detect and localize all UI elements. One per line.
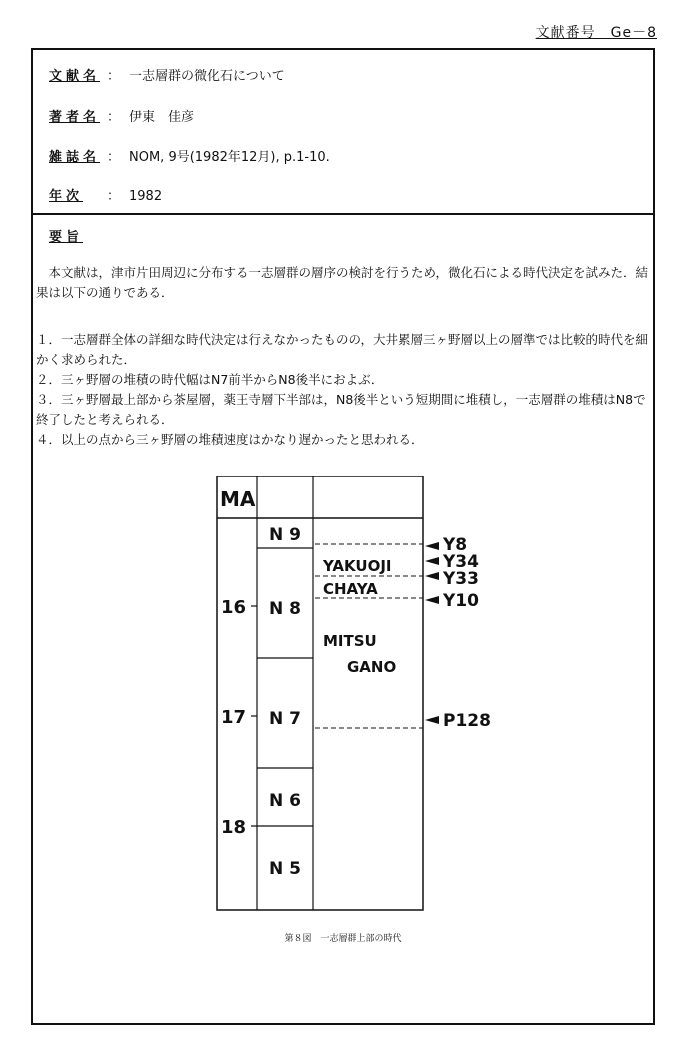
figure-caption: 第８図 一志層群上部の時代 xyxy=(284,934,402,944)
summary-intro-text: 本文献は，津市片田周辺に分布する一志層群の層序の検討を行うため，微化石による時代決定を試みた．結果は以下の通りである． xyxy=(36,265,649,300)
formation-chaya: CHAYA xyxy=(323,580,378,598)
zone-n8: N 8 xyxy=(269,599,301,619)
meta-author-label: 著者名 xyxy=(49,110,101,125)
document-frame xyxy=(31,48,655,1025)
figure-header-ma: MA xyxy=(220,487,256,511)
sample-y34: Y34 xyxy=(443,552,479,572)
sample-y10: Y10 xyxy=(443,591,479,611)
zone-n5: N 5 xyxy=(269,859,301,879)
age-label-18: 18 xyxy=(221,817,247,838)
meta-author-value: 伊東 佳彦 xyxy=(129,110,195,125)
stratigraphy-figure xyxy=(211,476,511,916)
arrow-y10 xyxy=(425,596,439,604)
zone-n9: N 9 xyxy=(269,525,301,545)
meta-author-row: 著者名 ： 伊東 佳彦 xyxy=(49,106,194,125)
meta-year-value: 1982 xyxy=(129,189,163,204)
meta-journal-value: NOM, 9号(1982年12月), p.1-10. xyxy=(129,150,330,165)
arrow-p128 xyxy=(425,716,439,724)
header-divider xyxy=(33,213,653,215)
figure-border xyxy=(217,476,423,910)
formation-gano: GANO xyxy=(347,658,397,676)
formation-mitsu: MITSU xyxy=(323,632,377,650)
summary-title: 要旨 xyxy=(49,230,84,245)
formation-yakuoji: YAKUOJI xyxy=(323,557,392,575)
meta-title-label: 文献名 xyxy=(49,69,101,84)
document-number: 文献番号 Ge－8 xyxy=(535,25,657,41)
summary-list xyxy=(36,330,649,450)
summary-intro xyxy=(36,263,649,303)
meta-year-row: 年次 ： 1982 xyxy=(49,185,162,204)
meta-journal-label: 雑誌名 xyxy=(49,150,101,165)
summary-item: ３．三ヶ野層最上部から茶屋層，薬王寺層下半部は，N8後半という短期間に堆積し，一志層群の堆積はN8で終了したと考えられる． xyxy=(36,392,646,427)
meta-title-row: 文献名 ： 一志層群の微化石について xyxy=(49,65,285,84)
sample-p128: P128 xyxy=(443,711,491,731)
sample-y8: Y8 xyxy=(443,535,468,555)
meta-title-value: 一志層群の微化石について xyxy=(129,69,285,84)
summary-item: ２．三ヶ野層の堆積の時代幅はN7前半からN8後半におよぶ． xyxy=(36,372,384,387)
zone-n7: N 7 xyxy=(269,709,301,729)
meta-year-label: 年次 xyxy=(49,189,84,204)
meta-journal-row: 雑誌名 ： NOM, 9号(1982年12月), p.1-10. xyxy=(49,146,330,165)
age-label-17: 17 xyxy=(221,707,247,728)
arrow-y8 xyxy=(425,542,439,550)
age-label-16: 16 xyxy=(221,597,247,618)
summary-item: ４．以上の点から三ヶ野層の堆積速度はかなり遅かったと思われる． xyxy=(36,432,424,447)
arrow-y34 xyxy=(425,557,439,565)
sample-y33: Y33 xyxy=(443,569,479,589)
arrow-y33 xyxy=(425,572,439,580)
zone-n6: N 6 xyxy=(269,791,301,811)
summary-item: １．一志層群全体の詳細な時代決定は行えなかったものの，大井累層三ヶ野層以上の層準では比較的時代を細かく求められた． xyxy=(36,332,649,367)
